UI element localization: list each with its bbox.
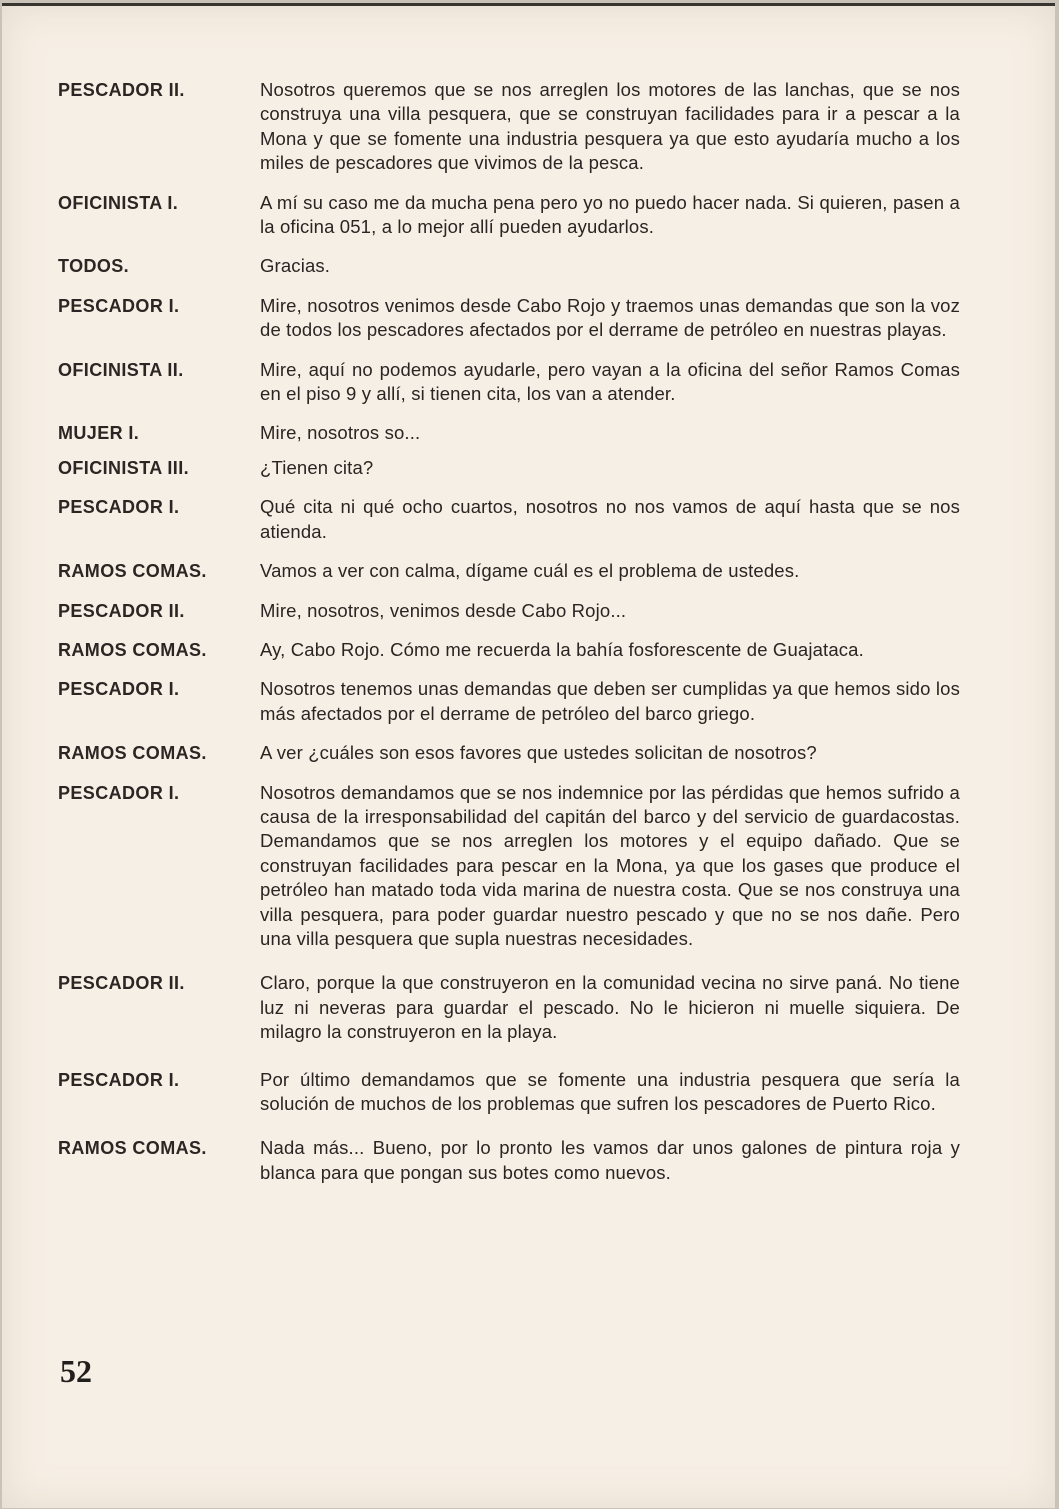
dialogue-line — [58, 191, 960, 240]
dialogue-line — [58, 781, 960, 952]
speaker-name: RAMOS COMAS. — [58, 561, 207, 582]
speech-text: ¿Tienen cita? — [260, 456, 374, 478]
speaker-name: PESCADOR I. — [58, 1069, 180, 1090]
dialogue-line — [58, 495, 960, 544]
speech-text: Ay, Cabo Rojo. Cómo me recuerda la bahía fosforescente de Guajataca. — [260, 638, 864, 660]
speech-text: Mire, aquí no podemos ayudarle, pero vayan a la oficina del señor Ramos Comas en el piso 9 y allí, si tienen cita, los van a atender. — [260, 358, 960, 405]
dialogue-line — [58, 1068, 960, 1117]
dialogue-line — [58, 971, 960, 1044]
dialogue-line — [58, 421, 960, 445]
page-number: 52 — [60, 1353, 92, 1389]
speaker-name: PESCADOR I. — [58, 497, 180, 518]
book-page — [2, 3, 1055, 1508]
speech-text: Claro, porque la que construyeron en la comunidad vecina no sirve paná. No tiene luz ni neveras para guardar el pescado. No le hicieron ni muelle siquiera. De milagro la construyeron en la playa. — [260, 972, 960, 1043]
dialogue-line — [58, 1136, 960, 1185]
speaker-name: RAMOS COMAS. — [58, 1138, 207, 1159]
dialogue-line — [58, 559, 960, 583]
dialogue-line — [58, 599, 960, 623]
dialogue-line — [58, 358, 960, 407]
speaker-name: RAMOS COMAS. — [58, 743, 207, 764]
speech-text: Qué cita ni qué ocho cuartos, nosotros no nos vamos de aquí hasta que se nos atienda. — [260, 496, 960, 542]
speaker-name: OFICINISTA III. — [58, 457, 189, 478]
speaker-name: OFICINISTA II. — [58, 359, 184, 380]
speech-text: Nada más... Bueno, por lo pronto les vamos dar unos galones de pintura roja y blanca para que pongan sus botes como nuevos. — [260, 1137, 960, 1183]
speaker-name: PESCADOR II. — [58, 80, 185, 100]
speaker-name: PESCADOR I. — [58, 679, 180, 700]
dialogue-line — [58, 456, 960, 480]
speaker-name: PESCADOR II. — [58, 973, 185, 994]
speaker-name: MUJER I. — [58, 423, 140, 444]
dialogue-line — [58, 677, 960, 726]
dialogue-line — [58, 254, 960, 278]
speech-text: A mí su caso me da mucha pena pero yo no puedo hacer nada. Si quieren, pasen a la oficina 051, a lo mejor allí pueden ayudarlos. — [260, 191, 960, 238]
speech-text: Nosotros queremos que se nos arreglen los motores de las lanchas, que se nos construya una villa pesquera, que se construyan facilidades para ir a pescar a la Mona y que se fomente una industria pesquera ya que esto ayudaría mucho a los miles de pescadores que vivimos de la pesca. — [260, 79, 960, 174]
speech-text: Mire, nosotros venimos desde Cabo Rojo y traemos unas demandas que son la voz de todos los pescadores afectados por el derrame de petróleo en nuestras playas. — [260, 294, 960, 341]
speaker-name: PESCADOR II. — [58, 600, 185, 621]
dialogue-line — [58, 294, 960, 343]
speech-text: Gracias. — [260, 255, 331, 277]
dialogue-line — [58, 78, 960, 176]
speaker-name: TODOS. — [58, 256, 130, 277]
speaker-name: RAMOS COMAS. — [58, 639, 207, 660]
dialogue-line — [58, 741, 960, 765]
speech-text: Mire, nosotros so... — [260, 422, 421, 444]
dialogue-script — [58, 78, 960, 1185]
speaker-name: PESCADOR I. — [58, 782, 180, 803]
speech-text: Mire, nosotros, venimos desde Cabo Rojo... — [260, 599, 627, 621]
speech-text: Vamos a ver con calma, dígame cuál es el problema de ustedes. — [260, 560, 800, 582]
speaker-name: OFICINISTA I. — [58, 192, 179, 213]
speech-text: Nosotros tenemos unas demandas que deben ser cumplidas ya que hemos sido los más afectados por el derrame de petróleo del barco griego. — [260, 678, 960, 724]
speaker-name: PESCADOR I. — [58, 295, 180, 316]
speech-text: A ver ¿cuáles son esos favores que ustedes solicitan de nosotros? — [260, 742, 817, 764]
speech-text: Por último demandamos que se fomente una industria pesquera que sería la solución de muchos de los problemas que sufren los pescadores de Puerto Rico. — [260, 1068, 960, 1114]
speech-text: Nosotros demandamos que se nos indemnice por las pérdidas que hemos sufrido a causa de la irresponsabilidad del capitán del barco y del servicio de guardacostas. Demandamos que se nos arreglen los motores y el equipo dañado. Que se construyan facilidades para pescar en la Mona, ya que los gases que produce el petróleo han matado toda vida marina de nuestra costa. Que se nos construya una villa pesquera, para poder guardar nuestro pescado y que no se nos dañe. Pero una villa pesquera que supla nuestras necesidades. — [260, 781, 960, 949]
dialogue-line — [58, 638, 960, 662]
